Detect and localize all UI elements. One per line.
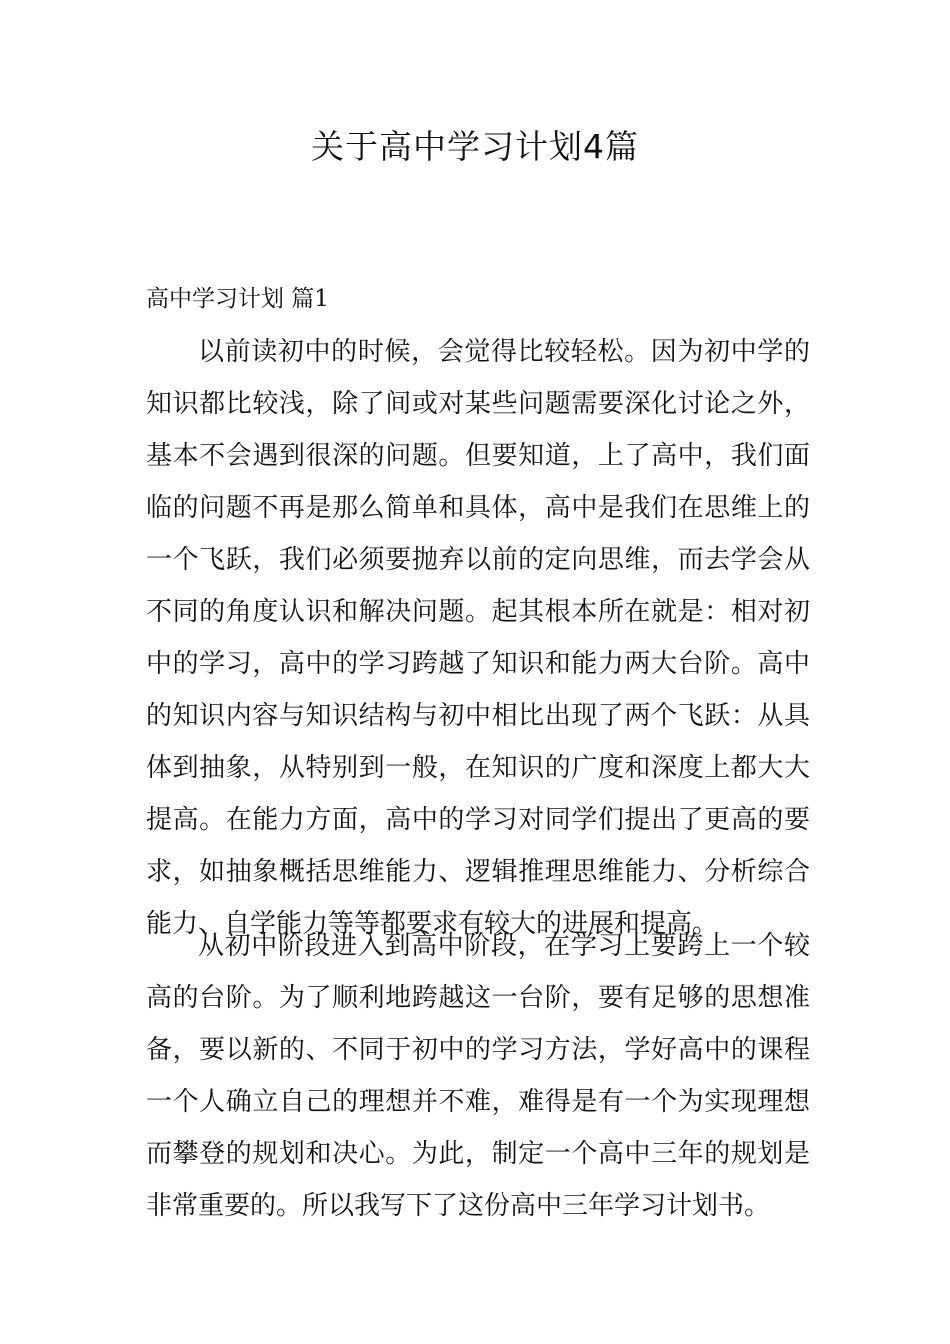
section-heading: 高中学习计划 篇1 — [146, 286, 329, 312]
body-paragraph-2: 从初中阶段进入到高中阶段，在学习上要跨上一个较高的台阶。为了顺利地跨越这一台阶，要有足够的思想准备，要以新的、不同于初中的学习方法，学好高中的课程一个人确立自己的理想并不难，难得是有一个为实现理想而攀登的规划和决心。为此，制定一个高中三年的规划是非常重要的。所以我写下了这份高中三年学习计划书。 — [146, 931, 810, 1221]
body-paragraph-1: 以前读初中的时候，会觉得比较轻松。因为初中学的知识都比较浅，除了间或对某些问题需要深化讨论之外，基本不会遇到很深的问题。但要知道，上了高中，我们面临的问题不再是那么简单和具体，高中是我们在思维上的一个飞跃，我们必须要抛弃以前的定向思维，而去学会从不同的角度认识和解决问题。起其根本所在就是：相对初中的学习，高中的学习跨越了知识和能力两大台阶。高中的知识内容与知识结构与初中相比出现了两个飞跃：从具体到抽象，从特别到一般，在知识的广度和深度上都大大提高。在能力方面，高中的学习对同学们提出了更高的要求，如抽象概括思维能力、逻辑推理思维能力、分析综合能力、自学能力等等都要求有较大的进展和提高。 — [146, 337, 810, 939]
document-title: 关于高中学习计划4篇 — [311, 127, 639, 166]
